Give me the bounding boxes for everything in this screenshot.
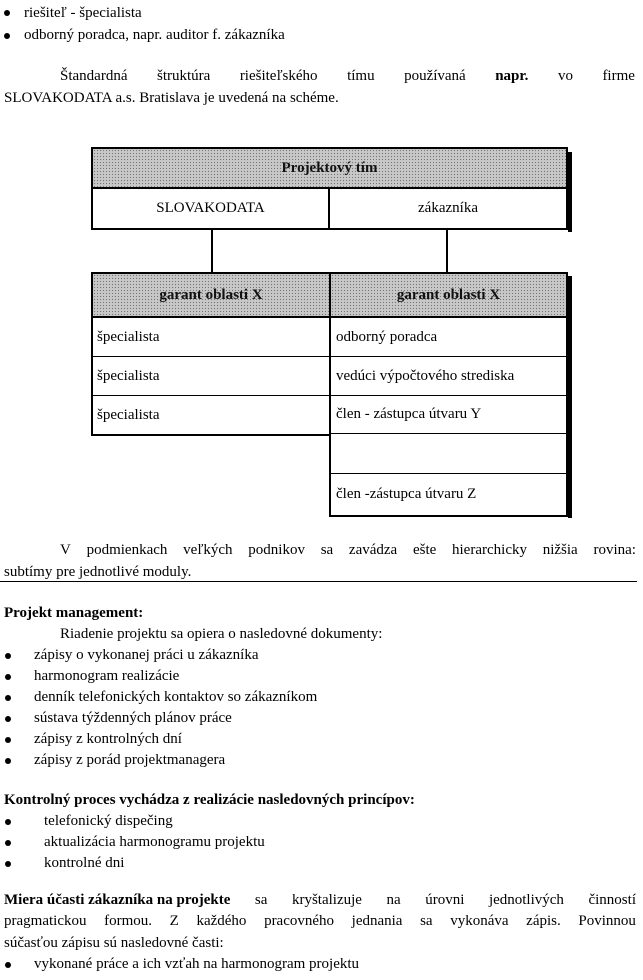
- org-right-header: garant oblasti X: [331, 274, 566, 318]
- word: pragmatickou: [4, 913, 87, 929]
- word: firme: [602, 68, 635, 84]
- word: Z: [169, 913, 179, 929]
- bullet: [5, 653, 11, 659]
- word: ešte: [412, 542, 437, 558]
- word: nižšia: [542, 542, 578, 558]
- box-shadow: [568, 276, 572, 518]
- word: na: [386, 892, 401, 908]
- list-item: sústava týždenných plánov práce: [34, 710, 232, 726]
- bullet: [5, 840, 11, 846]
- org-right-row: vedúci výpočtového strediska: [331, 357, 566, 396]
- bold-phrase: Miera účasti zákazníka na projekte: [4, 892, 231, 908]
- intro-paragraph-line2: SLOVAKODATA a.s. Bratislava je uvedená na schéme.: [4, 90, 339, 106]
- connector-line: [446, 230, 448, 273]
- org-top-box: [91, 147, 568, 230]
- word: sa: [254, 892, 268, 908]
- word: štruktúra: [156, 68, 211, 84]
- list-item: zápisy z porád projektmanagera: [34, 752, 226, 768]
- subteam-paragraph-line1: [60, 541, 636, 559]
- word: podnikov: [248, 542, 305, 558]
- org-top-left-cell: SLOVAKODATA: [93, 189, 330, 228]
- word: podmienkach: [86, 542, 168, 558]
- word: sa: [320, 542, 334, 558]
- list-item: kontrolné dni: [44, 855, 125, 871]
- word: rovina:: [593, 542, 636, 558]
- word: sa: [420, 913, 433, 929]
- list-item: zápisy z kontrolných dní: [34, 731, 182, 747]
- section-divider: [0, 581, 637, 582]
- list-item: denník telefonických kontaktov so zákazníkom: [34, 689, 318, 705]
- word: kryštalizuje: [291, 892, 362, 908]
- org-left-header: garant oblasti X: [93, 274, 329, 318]
- top-bullet-item: riešiteľ - špecialista: [24, 5, 142, 21]
- org-right-row: člen -zástupca útvaru Z: [336, 486, 477, 502]
- list-item: vykonané práce a ich vzťah na harmonogram projektu: [34, 956, 360, 972]
- bullet: [5, 737, 11, 743]
- org-left-row: špecialista: [93, 318, 329, 357]
- org-right-row: [331, 434, 566, 474]
- word: napr.: [495, 68, 529, 84]
- top-bullet-item: odborný poradca, napr. auditor f. zákazníka: [24, 27, 285, 43]
- word: formou.: [104, 913, 153, 929]
- word: Povinnou: [578, 913, 636, 929]
- word: pracovného: [264, 913, 335, 929]
- bullet: [4, 33, 10, 39]
- list-item: aktualizácia harmonogramu projektu: [44, 834, 265, 850]
- participation-line3: súčasťou zápisu sú nasledovné časti:: [4, 935, 224, 951]
- subteam-paragraph-line2: subtímy pre jednotlivé moduly.: [4, 564, 192, 580]
- word: vykonáva: [450, 913, 509, 929]
- bullet: [4, 10, 10, 16]
- section-heading: Projekt management:: [4, 605, 144, 621]
- bullet: [5, 674, 11, 680]
- word: každého: [196, 913, 247, 929]
- section-intro: Riadenie projektu sa opiera o nasledovné dokumenty:: [60, 626, 383, 642]
- word: hierarchicky: [452, 542, 527, 558]
- org-right-row: odborný poradca: [331, 318, 566, 357]
- word: Štandardná: [60, 68, 128, 84]
- org-left-row: špecialista: [97, 406, 160, 423]
- box-shadow: [568, 152, 572, 232]
- bullet: [5, 962, 11, 968]
- word: zápis.: [526, 913, 561, 929]
- list-item: zápisy o vykonanej práci u zákazníka: [34, 647, 259, 663]
- org-top-header: Projektový tím: [93, 149, 566, 189]
- bullet: [5, 695, 11, 701]
- org-top-right-cell: zákazníka: [418, 200, 478, 216]
- word: zavádza: [348, 542, 398, 558]
- bullet: [5, 861, 11, 867]
- word: činností: [588, 892, 636, 908]
- word: riešiteľského: [239, 68, 318, 84]
- bullet: [5, 716, 11, 722]
- word: veľkých: [183, 542, 233, 558]
- bullet: [5, 819, 11, 825]
- section-heading: Kontrolný proces vychádza z realizácie nasledovných princípov:: [4, 792, 415, 808]
- word: jednania: [351, 913, 403, 929]
- connector-line: [211, 230, 213, 273]
- org-right-row: člen - zástupca útvaru Y: [331, 396, 566, 434]
- word: jednotlivých: [488, 892, 564, 908]
- word: V: [60, 542, 71, 558]
- participation-line2: [4, 912, 636, 930]
- word: úrovni: [425, 892, 465, 908]
- org-left-row: špecialista: [93, 357, 329, 396]
- bullet: [5, 758, 11, 764]
- list-item: harmonogram realizácie: [34, 668, 180, 684]
- org-left-column: [91, 272, 331, 436]
- intro-paragraph-line1: [60, 67, 635, 85]
- word: vo: [557, 68, 573, 84]
- list-item: telefonický dispečing: [44, 813, 173, 829]
- word: tímu: [347, 68, 375, 84]
- org-right-column: [329, 272, 568, 517]
- word: používaná: [404, 68, 466, 84]
- participation-line1: [4, 891, 636, 909]
